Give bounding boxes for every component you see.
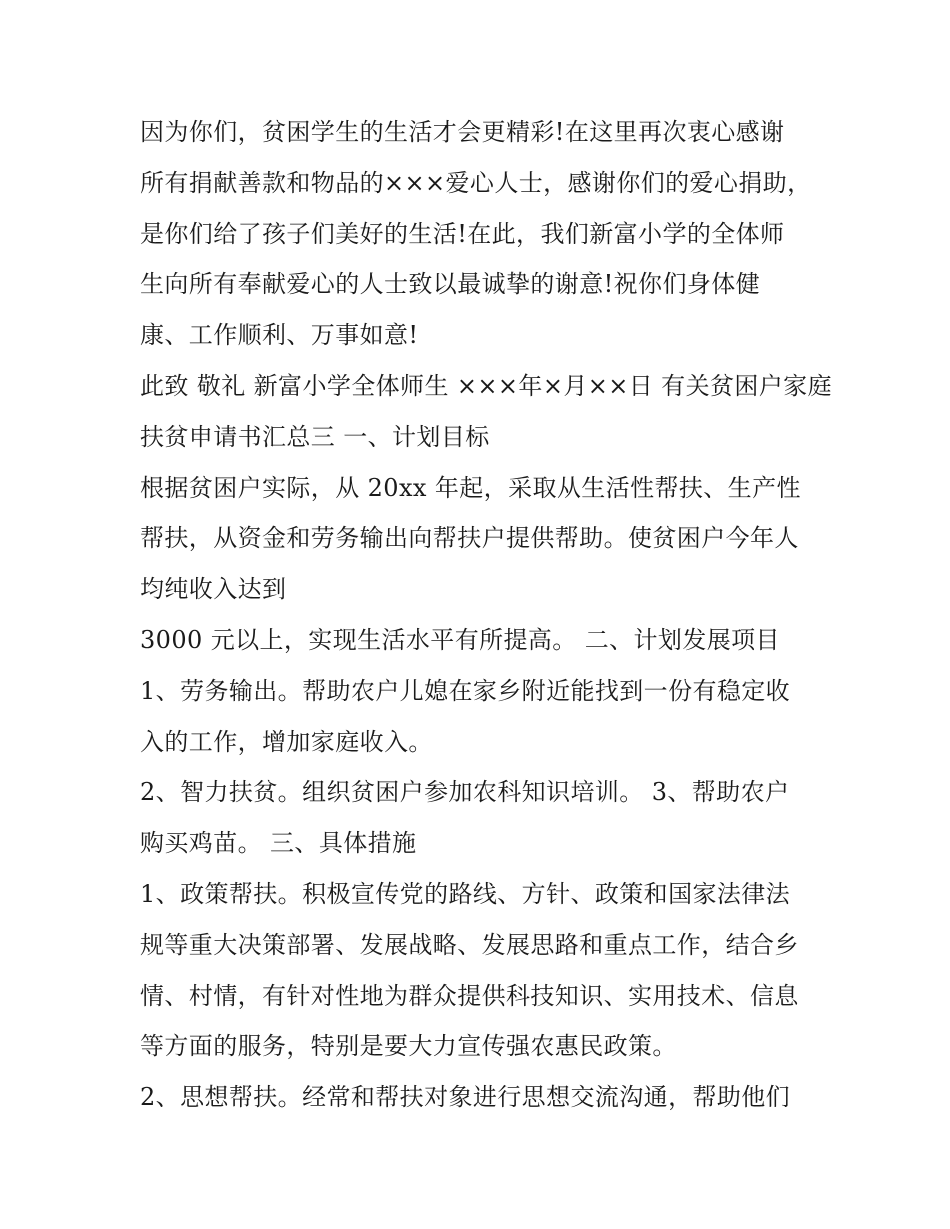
text-line: 所有捐献善款和物品的×××爱心人士，感谢你们的爱心捐助， [140,168,812,197]
text-line: 购买鸡苗。 三、具体措施 [140,829,417,858]
text-line: 康、工作顺利、万事如意! [140,321,419,350]
text-line: 等方面的服务，特别是要大力宣传强农惠民政策。 [140,1032,677,1061]
text-line: 情、村情，有针对性地为群众提供科技知识、实用技术、信息 [140,981,799,1010]
text-line: 2、智力扶贫。组织贫困户参加农科知识培训。 3、帮助农户 [140,778,790,807]
text-line: 1、劳务输出。帮助农户儿媳在家乡附近能找到一份有稳定收 [140,676,791,705]
text-line: 帮扶，从资金和劳务输出向帮扶户提供帮助。使贫困户今年人 [140,524,799,553]
text-line: 3000 元以上，实现生活水平有所提高。 二、计划发展项目 [140,625,780,654]
text-line: 2、思想帮扶。经常和帮扶对象进行思想交流沟通，帮助他们 [140,1083,791,1112]
text-line: 1、政策帮扶。积极宣传党的路线、方针、政策和国家法律法 [140,879,791,908]
document-body [140,107,832,1123]
text-line: 生向所有奉献爱心的人士致以最诚挚的谢意!祝你们身体健 [140,270,761,299]
text-line: 根据贫困户实际，从 20xx 年起，采取从生活性帮扶、生产性 [140,473,801,502]
text-line: 扶贫申请书汇总三 一、计划目标 [140,422,490,451]
text-line: 入的工作，增加家庭收入。 [140,727,433,756]
text-line: 此致 敬礼 新富小学全体师生 ×××年×月××日 有关贫困户家庭 [140,371,832,400]
text-line: 因为你们，贫困学生的生活才会更精彩!在这里再次衷心感谢 [140,118,785,146]
text-line: 均纯收入达到 [140,575,287,604]
text-line: 规等重大决策部署、发展战略、发展思路和重点工作，结合乡 [140,930,799,959]
text-line: 是你们给了孩子们美好的生活!在此，我们新富小学的全体师 [140,219,785,248]
